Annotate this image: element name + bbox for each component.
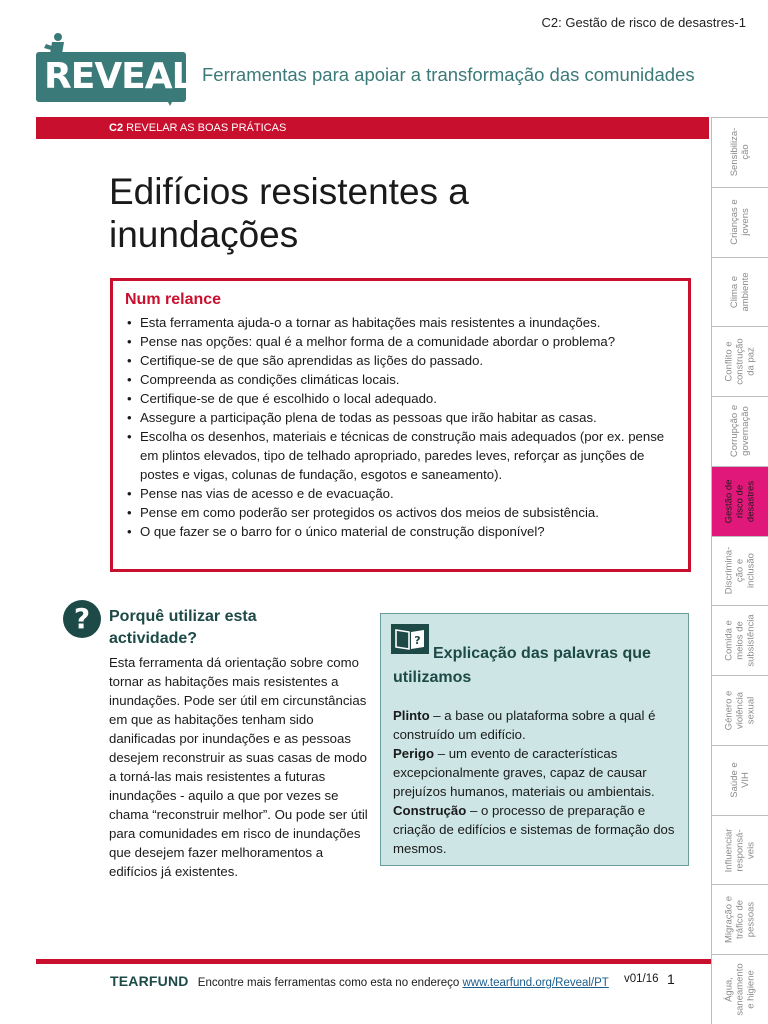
list-item: • O que fazer se o barro for o único material de construção disponível? xyxy=(125,522,676,541)
side-tab-label: Sensibiliza- ção xyxy=(729,128,751,177)
at-a-glance-heading: Num relance xyxy=(125,291,222,308)
side-tab[interactable] xyxy=(711,605,768,675)
glossary-definition: – a base ou plataforma sobre a qual é construído um edifício. xyxy=(393,708,656,742)
glossary-term: Plinto xyxy=(393,708,430,723)
side-tab[interactable] xyxy=(711,187,768,257)
side-tab[interactable] xyxy=(711,815,768,885)
side-tab-label: Migração e tráfico de pessoas xyxy=(723,896,757,944)
at-a-glance-box xyxy=(110,278,691,572)
side-tab-label: Água, saneamento e higiene xyxy=(723,963,757,1016)
list-item: • Certifique-se de que é escolhido o local adequado. xyxy=(125,389,676,408)
footer-rule xyxy=(36,959,711,964)
at-a-glance-list xyxy=(125,313,676,541)
footer xyxy=(110,973,710,989)
question-mark-icon: ? xyxy=(63,600,101,638)
side-tab[interactable] xyxy=(711,536,768,606)
side-tabs xyxy=(711,117,768,1024)
reveal-logo xyxy=(36,32,194,106)
glossary-definition: – o processo de preparação e criação de edifícios e sistemas de formação dos mesmos. xyxy=(393,803,675,856)
side-tab[interactable] xyxy=(711,745,768,815)
glossary-term: Perigo xyxy=(393,746,435,761)
list-item: • Compreenda as condições climáticas locais. xyxy=(125,370,676,389)
side-tab-label: Género e violência sexual xyxy=(723,690,757,731)
footer-text: Encontre mais ferramentas como esta no endereço xyxy=(197,977,460,989)
svg-text:?: ? xyxy=(414,634,421,647)
title-line-1: Edifícios resistentes a xyxy=(109,171,469,212)
side-tab[interactable] xyxy=(711,257,768,327)
why-body: Esta ferramenta dá orientação sobre como tornar as habitações mais resistentes a inundações. Pode ser útil em circunstâncias em que as habitações tenham sido danificadas por inundações e as pessoas desejem reconstruir as suas casas de modo a torná-las mais resistentes a futuras inundações - aquilo a que por vezes se chama “reconstruir melhor”. Ou pode ser útil para comunidades em risco de inundações que desejem fazer melhoramentos a edifícios já existentes. xyxy=(109,655,368,879)
side-tab-label: Conflito e construção da paz xyxy=(723,338,757,385)
side-tab-label: Influenciar responsá- veis xyxy=(723,828,757,872)
side-tab-label: Crianças e jovens xyxy=(729,199,751,245)
side-tab-label: Saúde e VIH xyxy=(729,762,751,798)
list-item: • Pense em como poderão ser protegidos os activos dos meios de subsistência. xyxy=(125,503,676,522)
glossary-list xyxy=(393,706,676,858)
list-item: • Pense nas vias de acesso e de evacuação. xyxy=(125,484,676,503)
list-item: • Assegure a participação plena de todas as pessoas que irão habitar as casas. xyxy=(125,408,676,427)
why-heading: Porquê utilizar esta actividade? xyxy=(109,608,257,647)
list-item: • Escolha os desenhos, materiais e técnicas de construção mais adequados (por ex. pense em plintos elevados, tipo de telhado apropriado, paredes leves, reforçar as junções de postes e vigas, colunas de fundação, esgotos e saneamento). xyxy=(125,427,676,484)
glossary-box xyxy=(380,613,689,866)
side-tab-label: Corrupção e governação xyxy=(729,405,751,458)
side-tab-label: Discrimina- ção e inclusão xyxy=(723,547,757,595)
side-tab[interactable] xyxy=(711,326,768,396)
list-item: • Esta ferramenta ajuda-o a tornar as habitações mais resistentes a inundações. xyxy=(125,313,676,332)
side-tab[interactable] xyxy=(711,675,768,745)
side-tab[interactable] xyxy=(711,466,768,536)
section-label: REVELAR AS BOAS PRÁTICAS xyxy=(126,122,287,134)
section-bar xyxy=(36,117,709,139)
section-code: C2 xyxy=(109,122,124,134)
glossary-definition: – um evento de características excepcionalmente graves, capaz de causar prejuízos humanos, materiais ou ambientais. xyxy=(393,746,655,799)
list-item: • Certifique-se de que são aprendidas as lições do passado. xyxy=(125,351,676,370)
glossary-entry xyxy=(393,706,676,744)
list-item: • Pense nas opções: qual é a melhor forma de a comunidade abordar o problema? xyxy=(125,332,676,351)
title-line-2: inundações xyxy=(109,214,299,255)
side-tab-label: Comida e meios de subsistência xyxy=(723,614,757,667)
tagline: Ferramentas para apoiar a transformação das comunidades xyxy=(202,64,695,85)
glossary-heading: Explicação das palavras que utilizamos xyxy=(393,645,651,686)
footer-link[interactable]: www.tearfund.org/Reveal/PT xyxy=(462,977,609,989)
logo-text: REVEAL xyxy=(44,56,194,97)
glossary-entry xyxy=(393,744,676,801)
side-tab-label: Gestão de risco de desastres xyxy=(723,479,757,524)
side-tab-label: Clima e ambiente xyxy=(729,272,751,312)
page-title xyxy=(109,170,469,256)
page-number: 1 xyxy=(667,971,675,987)
glossary-entry xyxy=(393,801,676,858)
side-tab[interactable] xyxy=(711,884,768,954)
version-label: v01/16 xyxy=(624,973,659,985)
tearfund-logo: TEARFUND xyxy=(110,973,189,989)
side-tab[interactable] xyxy=(711,396,768,466)
page-reference: C2: Gestão de risco de desastres-1 xyxy=(541,15,746,30)
side-tab[interactable] xyxy=(711,954,768,1024)
book-icon xyxy=(391,624,429,654)
glossary-term: Construção xyxy=(393,803,467,818)
side-tab[interactable] xyxy=(711,117,768,187)
